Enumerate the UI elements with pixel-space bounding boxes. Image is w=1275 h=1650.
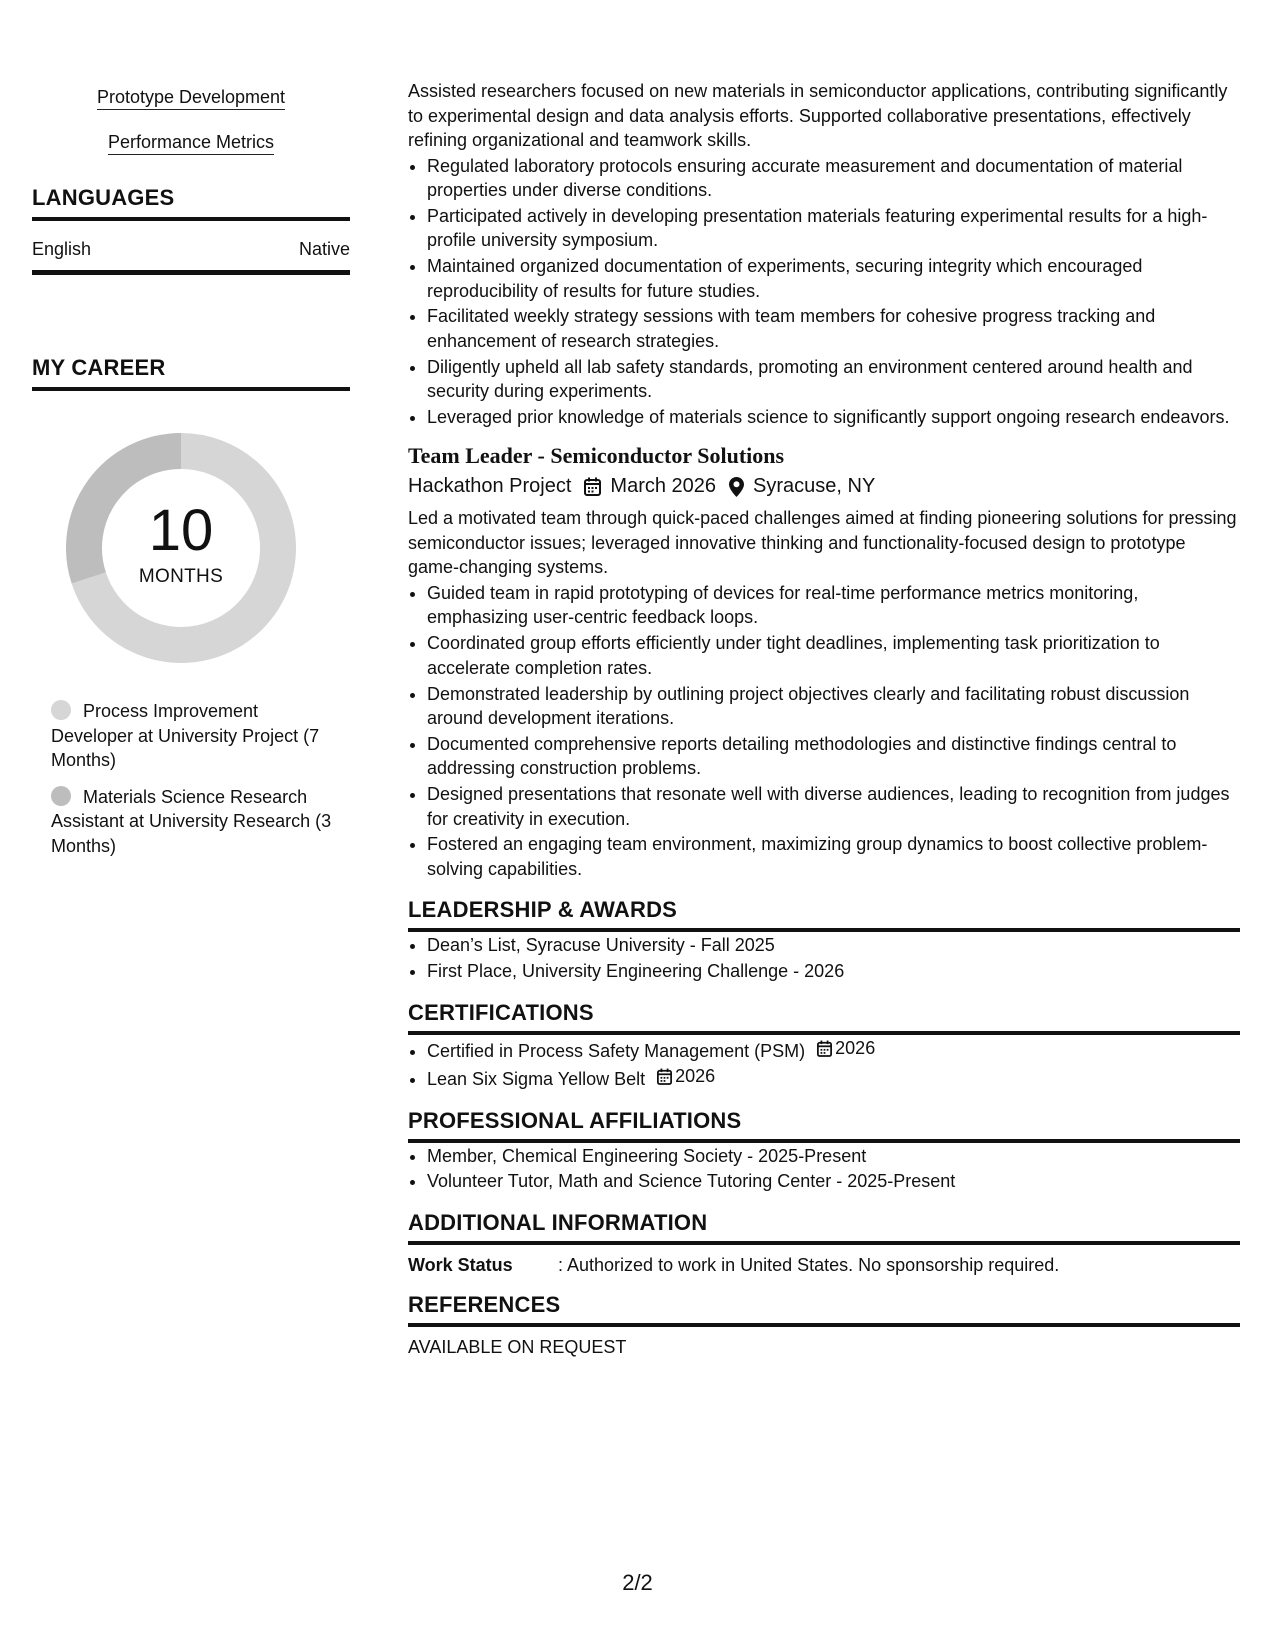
experience-summary: Assisted researchers focused on new materials in semiconductor applications, contributing significantly to experimental design and data analysis efforts. Supported collaborative presentations, effectively refining organizational and teamwork skills. bbox=[408, 81, 1228, 150]
language-name: English bbox=[32, 239, 92, 259]
work-status-value: : Authorized to work in United States. No sponsorship required. bbox=[558, 1254, 1060, 1275]
certification-name: Certified in Process Safety Management (PSM) bbox=[427, 1040, 806, 1061]
bullet-item: • Documented comprehensive reports detailing methodologies and distinctive findings central to addressing construction problems. bbox=[427, 732, 1240, 781]
bullet-item: • Leveraged prior knowledge of materials science to significantly support ongoing research endeavors. bbox=[427, 405, 1240, 430]
page-number: 2/2 bbox=[622, 1570, 653, 1595]
career-item bbox=[51, 785, 341, 859]
legend-dot-icon bbox=[51, 700, 71, 720]
certifications-heading: CERTIFICATIONS bbox=[408, 1000, 1240, 1035]
awards-heading: LEADERSHIP & AWARDS bbox=[408, 897, 1240, 932]
certification-date bbox=[817, 1036, 875, 1061]
donut-center bbox=[66, 433, 296, 663]
affiliation-item: • Volunteer Tutor, Math and Science Tutoring Center - 2025-Present bbox=[427, 1169, 1240, 1194]
award-item: • First Place, University Engineering Challenge - 2026 bbox=[427, 959, 1240, 984]
references-heading: REFERENCES bbox=[408, 1292, 1240, 1327]
certification-name: Lean Six Sigma Yellow Belt bbox=[427, 1069, 646, 1090]
certification-year: 2026 bbox=[835, 1037, 876, 1058]
calendar-icon bbox=[817, 1040, 832, 1057]
bullet-item: • Participated actively in developing presentation materials featuring experimental results for a high-profile university symposium. bbox=[427, 204, 1240, 253]
languages-heading: LANGUAGES bbox=[32, 185, 350, 221]
affiliation-item: • Member, Chemical Engineering Society - 2025-Present bbox=[427, 1144, 1240, 1169]
career-donut-chart bbox=[66, 433, 296, 663]
legend-dot-icon bbox=[51, 786, 71, 806]
affiliations-list bbox=[408, 1144, 1240, 1194]
bullet-item: • Fostered an engaging team environment, maximizing group dynamics to boost collective problem-solving capabilities. bbox=[427, 832, 1240, 881]
job-org: Hackathon Project bbox=[408, 475, 572, 498]
career-item-text: Materials Science Research Assistant at University Research (3 Months) bbox=[51, 786, 332, 856]
languages-section bbox=[32, 185, 350, 275]
bullet-item: • Diligently upheld all lab safety standards, promoting an environment centered around health and security during experiments. bbox=[427, 355, 1240, 404]
bullet-item: • Guided team in rapid prototyping of devices for real-time performance metrics monitoring, emphasizing user-centric feedback loops. bbox=[427, 581, 1240, 630]
career-total-number: 10 bbox=[148, 498, 214, 563]
language-level: Native bbox=[298, 239, 350, 259]
calendar-icon bbox=[657, 1068, 672, 1085]
certification-date bbox=[657, 1064, 715, 1089]
calendar-icon bbox=[584, 477, 601, 496]
career-item bbox=[51, 699, 341, 773]
left-column bbox=[32, 86, 350, 870]
job-summary: Led a motivated team through quick-paced challenges aimed at finding pioneering solutions for pressing semiconductor issues; leveraged innovative thinking and functionality-focused design to prototype game-changing systems. bbox=[408, 508, 1237, 578]
work-status-row bbox=[408, 1255, 1240, 1276]
career-total-unit: MONTHS bbox=[138, 566, 224, 587]
skill-performance-metrics[interactable]: Performance Metrics bbox=[108, 131, 274, 155]
location-pin-icon bbox=[729, 477, 744, 497]
award-item: • Dean’s List, Syracuse University - Fall 2025 bbox=[427, 933, 1240, 958]
experience-bullets bbox=[408, 154, 1240, 430]
affiliations-heading: PROFESSIONAL AFFILIATIONS bbox=[408, 1108, 1240, 1143]
job-title: Team Leader - Semiconductor Solutions bbox=[408, 443, 785, 469]
career-heading: MY CAREER bbox=[32, 355, 350, 391]
right-column bbox=[408, 79, 1240, 1358]
skill-prototype-development[interactable]: Prototype Development bbox=[97, 86, 285, 110]
job-location: Syracuse, NY bbox=[753, 475, 876, 498]
additional-info-heading: ADDITIONAL INFORMATION bbox=[408, 1210, 1240, 1245]
career-item-text: Process Improvement Developer at University Project (7 Months) bbox=[51, 701, 320, 770]
job-bullets bbox=[408, 581, 1240, 881]
bullet-item: • Facilitated weekly strategy sessions with team members for cohesive progress tracking and enhancement of research strategies. bbox=[427, 304, 1240, 353]
language-row bbox=[32, 221, 350, 275]
job-date: March 2026 bbox=[610, 475, 717, 498]
bullet-item: • Regulated laboratory protocols ensuring accurate measurement and documentation of material properties under diverse conditions. bbox=[427, 154, 1240, 203]
awards-list bbox=[408, 933, 1240, 983]
bullet-item: • Designed presentations that resonate well with diverse audiences, leading to recognition from judges for creativity in execution. bbox=[427, 782, 1240, 831]
bullet-item: • Coordinated group efforts efficiently under tight deadlines, implementing task prioritization to accelerate completion rates. bbox=[427, 631, 1240, 680]
bullet-item: • Demonstrated leadership by outlining project objectives clearly and facilitating robust discussion around development iterations. bbox=[427, 682, 1240, 731]
career-section bbox=[32, 355, 350, 858]
bullet-item: • Maintained organized documentation of experiments, securing integrity which encouraged reproducibility of results for future studies. bbox=[427, 254, 1240, 303]
certifications-list bbox=[408, 1036, 1240, 1092]
certification-year: 2026 bbox=[675, 1066, 716, 1087]
references-text: AVAILABLE ON REQUEST bbox=[408, 1336, 627, 1357]
certification-item bbox=[427, 1036, 1240, 1063]
certification-item bbox=[427, 1064, 1240, 1091]
career-legend bbox=[51, 699, 341, 858]
job-meta bbox=[408, 475, 1240, 498]
work-status-label: Work Status bbox=[408, 1254, 513, 1275]
